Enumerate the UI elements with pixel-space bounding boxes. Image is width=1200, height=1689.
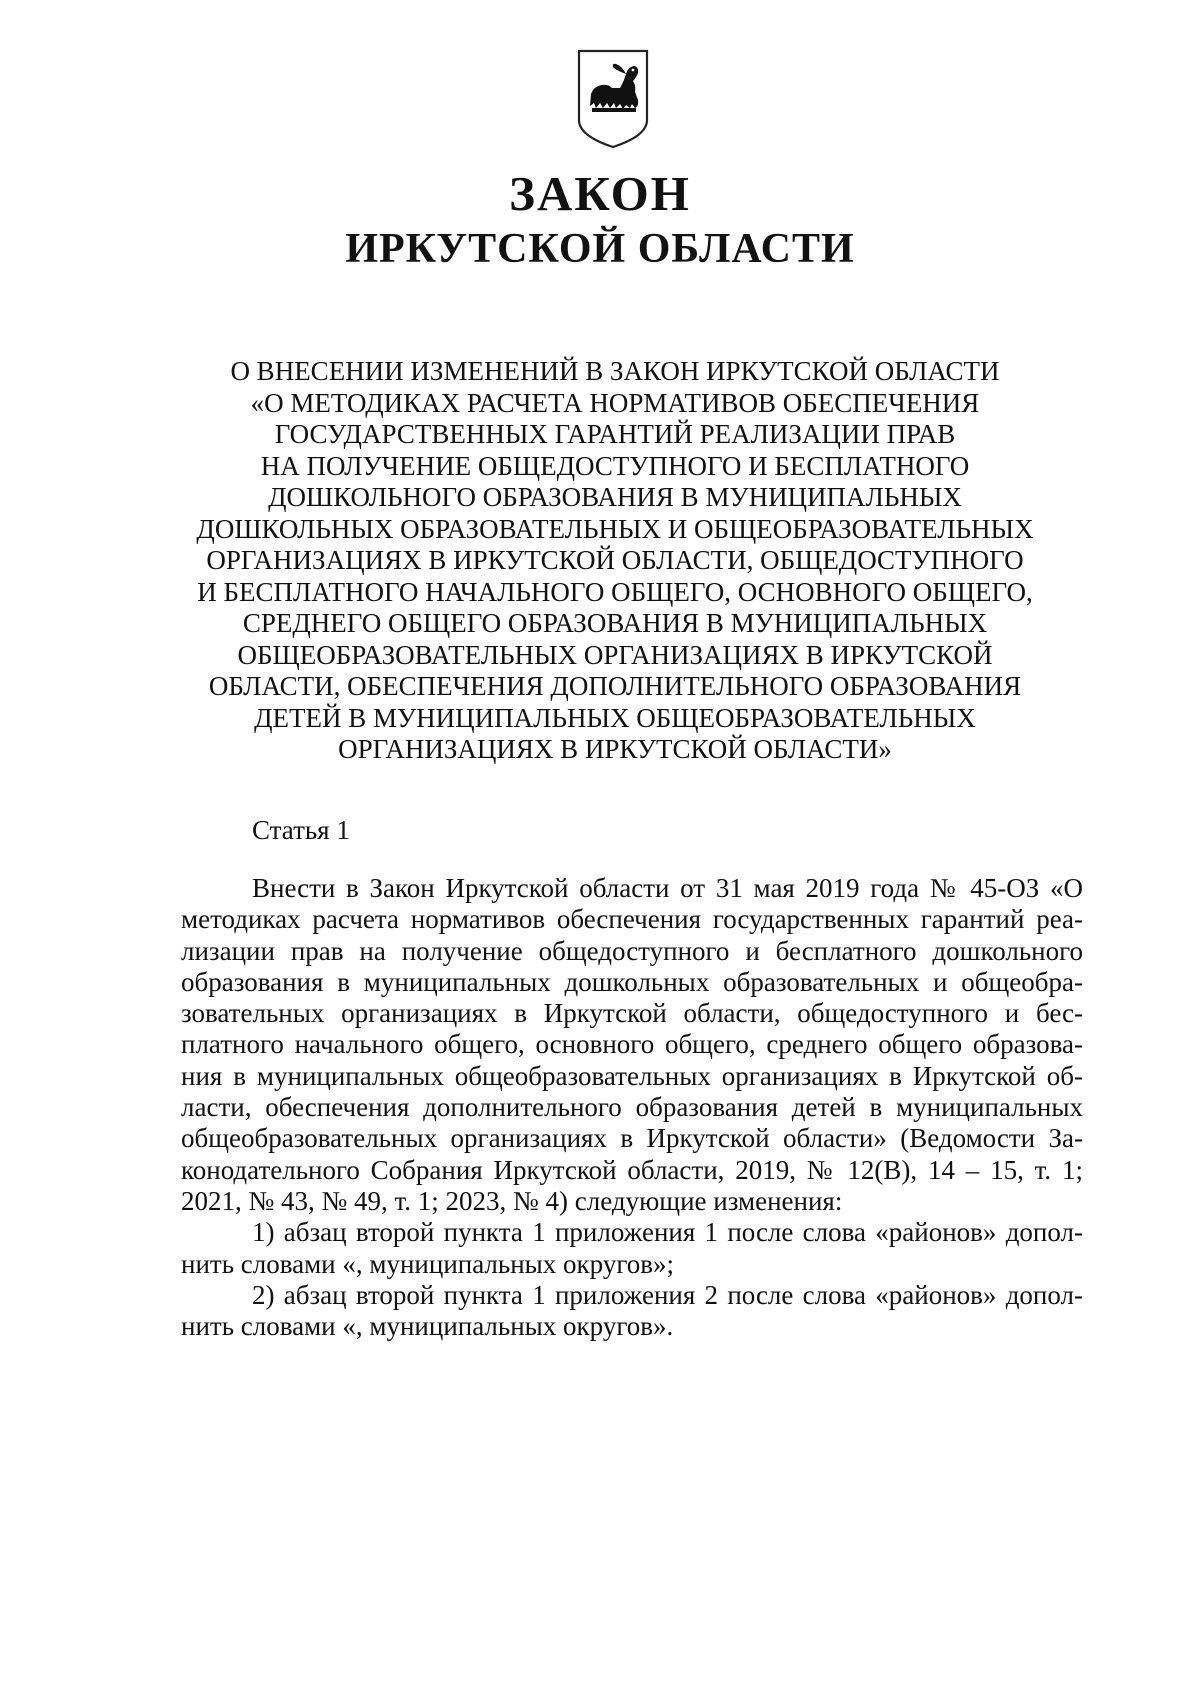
- law-heading-line: ОРГАНИЗАЦИЯХ В ИРКУТСКОЙ ОБЛАСТИ, ОБЩЕДОСТУПНОГО: [206, 545, 1024, 575]
- article-body: [181, 873, 1083, 1342]
- coat-of-arms-icon: [576, 48, 650, 150]
- law-heading-line: СРЕДНЕГО ОБЩЕГО ОБРАЗОВАНИЯ В МУНИЦИПАЛЬНЫХ: [242, 608, 988, 638]
- body-line: ния в муниципальных общеобразовательных организациях в Иркутской об-: [181, 1060, 1083, 1091]
- law-heading-line: ОБЩЕОБРАЗОВАТЕЛЬНЫХ ОРГАНИЗАЦИЯХ В ИРКУТСКОЙ: [237, 639, 993, 670]
- body-line: платного начального общего, основного общего, среднего общего образова-: [181, 1029, 1083, 1060]
- law-heading-line: ОРГАНИЗАЦИЯХ В ИРКУТСКОЙ ОБЛАСТИ»: [338, 734, 892, 764]
- body-line: Внести в Закон Иркутской области от 31 мая 2019 года № 45-ОЗ «О: [252, 873, 1083, 903]
- law-heading-line: ГОСУДАРСТВЕННЫХ ГАРАНТИЙ РЕАЛИЗАЦИИ ПРАВ: [274, 419, 956, 449]
- region-title: ИРКУТСКОЙ ОБЛАСТИ: [345, 226, 855, 272]
- body-line: 2021, № 43, № 49, т. 1; 2023, № 4) следующие изменения:: [181, 1185, 843, 1216]
- body-line: общеобразовательных организациях в Иркутской области» (Ведомости За-: [181, 1123, 1083, 1154]
- law-heading-line: НА ПОЛУЧЕНИЕ ОБЩЕДОСТУПНОГО И БЕСПЛАТНОГО: [260, 450, 970, 481]
- law-type-title: ЗАКОН: [509, 166, 691, 221]
- body-line: нить словами «, муниципальных округов»;: [181, 1248, 674, 1279]
- body-line: ласти, обеспечения дополнительного образования детей в муниципальных: [181, 1092, 1083, 1123]
- body-line: конодательного Собрания Иркутской области, 2019, № 12(В), 14 – 15, т. 1;: [181, 1154, 1083, 1185]
- body-line: образования в муниципальных дошкольных образовательных и общеобра-: [181, 966, 1083, 997]
- body-line: 1) абзац второй пункта 1 приложения 1 после слова «районов» допол-: [252, 1217, 1083, 1248]
- article-label: Статья 1: [252, 815, 350, 845]
- law-heading-line: ДЕТЕЙ В МУНИЦИПАЛЬНЫХ ОБЩЕОБРАЗОВАТЕЛЬНЫХ: [254, 702, 976, 733]
- law-heading-line: «О МЕТОДИКАХ РАСЧЕТА НОРМАТИВОВ ОБЕСПЕЧЕНИЯ: [250, 387, 980, 418]
- law-heading: [150, 356, 1080, 766]
- body-line: 2) абзац второй пункта 1 приложения 2 после слова «районов» допол-: [252, 1279, 1083, 1310]
- law-heading-line: О ВНЕСЕНИИ ИЗМЕНЕНИЙ В ЗАКОН ИРКУТСКОЙ ОБЛАСТИ: [230, 356, 1000, 386]
- body-line: методиках расчета нормативов обеспечения государственных гарантий реа-: [181, 904, 1083, 935]
- body-line: зовательных организациях в Иркутской области, общедоступного и бес-: [181, 998, 1083, 1029]
- body-line: нить словами «, муниципальных округов».: [181, 1311, 674, 1342]
- law-heading-line: ДОШКОЛЬНОГО ОБРАЗОВАНИЯ В МУНИЦИПАЛЬНЫХ: [268, 482, 962, 512]
- body-line: лизации прав на получение общедоступного и бесплатного дошкольного: [181, 935, 1083, 966]
- law-heading-line: ОБЛАСТИ, ОБЕСПЕЧЕНИЯ ДОПОЛНИТЕЛЬНОГО ОБРАЗОВАНИЯ: [208, 671, 1022, 701]
- law-heading-line: И БЕСПЛАТНОГО НАЧАЛЬНОГО ОБЩЕГО, ОСНОВНОГО ОБЩЕГО,: [197, 576, 1033, 607]
- law-heading-line: ДОШКОЛЬНЫХ ОБРАЗОВАТЕЛЬНЫХ И ОБЩЕОБРАЗОВАТЕЛЬНЫХ: [196, 513, 1034, 544]
